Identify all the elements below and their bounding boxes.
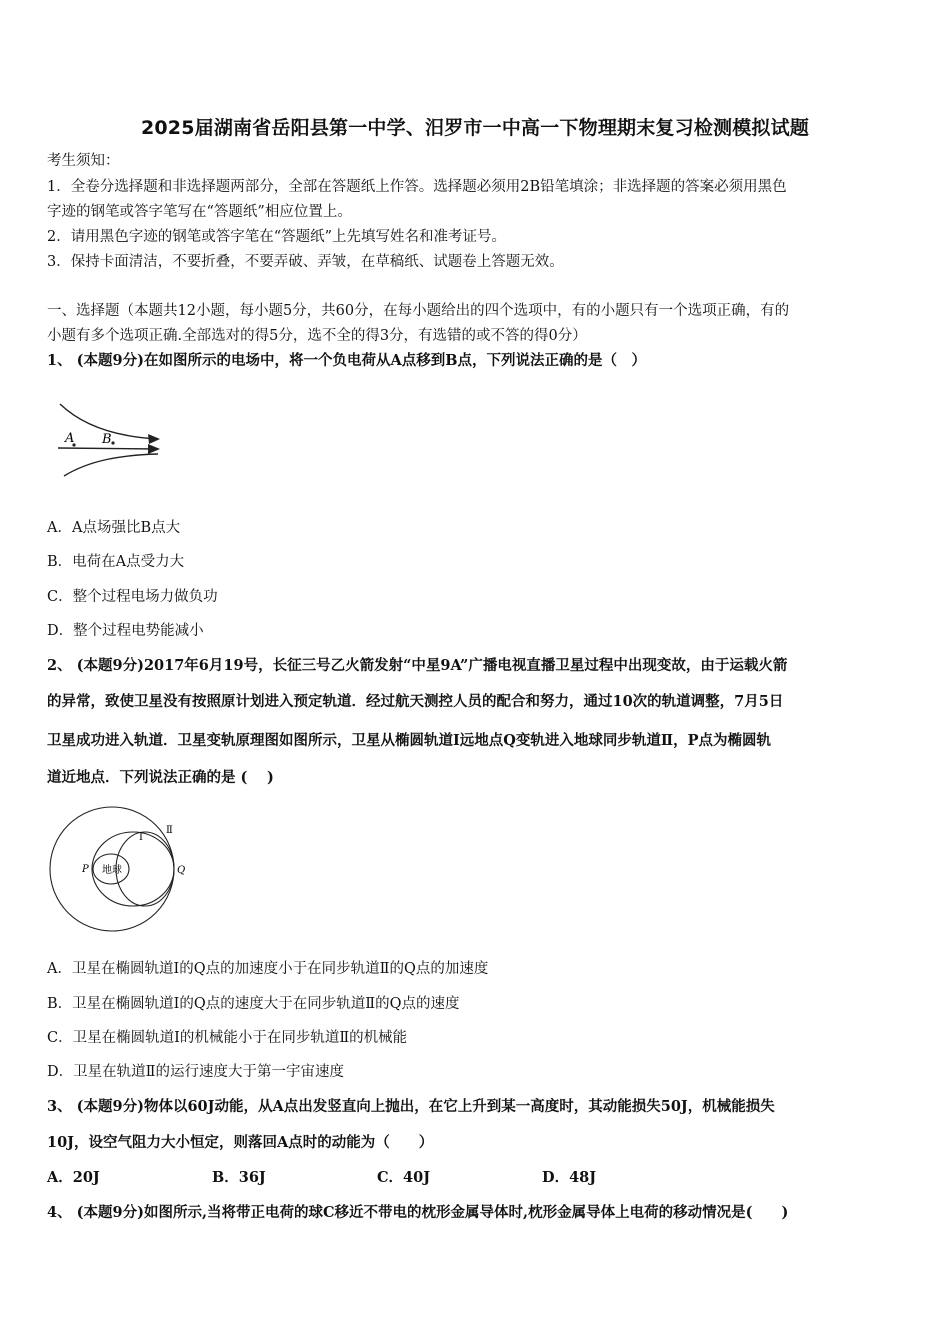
- notice-item: 2．请用黑色字迹的钢笔或答字笔在“答题纸”上先填写姓名和准考证号。: [47, 229, 507, 245]
- q2-option: C．卫星在椭圆轨道Ⅰ的机械能小于在同步轨道Ⅱ的机械能: [47, 1030, 408, 1046]
- q1-option: D．整个过程电势能减小: [47, 623, 204, 639]
- q2-option: D．卫星在轨道Ⅱ的运行速度大于第一宇宙速度: [47, 1064, 344, 1080]
- electric-field-figure: [50, 398, 175, 483]
- notice-item: 3．保持卡面清洁，不要折叠，不要弄破、弄皱，在草稿纸、试题卷上答题无效。: [47, 254, 564, 270]
- earth-label: 地球: [102, 865, 122, 876]
- q3-options-row: [47, 1168, 904, 1188]
- question-4-stem: 4、 (本题9分)如图所示,当将带正电荷的球C移近不带电的枕形金属导体时,枕形金属导体上电荷的移动情况是( ): [47, 1204, 789, 1221]
- q3-option: B．36J: [212, 1169, 266, 1186]
- page-title: 2025届湖南省岳阳县第一中学、汨罗市一中高一下物理期末复习检测模拟试题: [140, 117, 810, 139]
- point-a-label: A: [65, 431, 75, 446]
- question-2-stem: 道近地点．下列说法正确的是 ( ): [47, 769, 274, 786]
- q3-option: A．20J: [47, 1169, 100, 1186]
- orbit-2-label: Ⅱ: [166, 825, 173, 836]
- q3-option: C．40J: [377, 1169, 431, 1186]
- q2-option: A．卫星在椭圆轨道Ⅰ的Q点的加速度小于在同步轨道Ⅱ的Q点的加速度: [47, 961, 489, 977]
- section-instructions: 一、选择题（本题共12小题，每小题5分，共60分，在每小题给出的四个选项中，有的小题只有一个选项正确，有的: [47, 303, 790, 319]
- point-p-label: P: [82, 864, 89, 875]
- question-2-stem: 的异常，致使卫星没有按照原计划进入预定轨道．经过航天测控人员的配合和努力，通过10次的轨道调整，7月5日: [47, 693, 784, 710]
- question-2-stem: 2、 (本题9分)2017年6月19号，长征三号乙火箭发射“中星9A”广播电视直播卫星过程中出现变故，由于运载火箭: [47, 657, 788, 674]
- question-3-stem: 10J，设空气阻力大小恒定，则落回A点时的动能为（ ）: [47, 1134, 434, 1151]
- point-q-label: Q: [177, 865, 186, 876]
- question-1-stem: 1、 (本题9分)在如图所示的电场中，将一个负电荷从A点移到B点，下列说法正确的是（ ）: [47, 352, 646, 369]
- point-b-label: B: [102, 432, 112, 447]
- orbit-1-label: Ⅰ: [139, 832, 143, 843]
- notice-item: 字迹的钢笔或答字笔写在“答题纸”相应位置上。: [47, 204, 352, 220]
- q1-option: C．整个过程电场力做负功: [47, 589, 218, 605]
- question-2-stem: 卫星成功进入轨道．卫星变轨原理图如图所示，卫星从椭圆轨道Ⅰ远地点Q变轨进入地球同步轨道Ⅱ，P点为椭圆轨: [47, 732, 772, 749]
- question-3-stem: 3、 (本题9分)物体以60J动能，从A点出发竖直向上抛出，在它上升到某一高度时，其动能损失50J，机械能损失: [47, 1098, 775, 1115]
- q1-option: A．A点场强比B点大: [47, 520, 181, 536]
- notice-item: 1．全卷分选择题和非选择题两部分，全部在答题纸上作答。选择题必须用2B铅笔填涂；非选择题的答案必须用黑色: [47, 179, 787, 195]
- section-instructions: 小题有多个选项正确.全部选对的得5分，选不全的得3分，有选错的或不答的得0分）: [47, 328, 587, 344]
- q2-option: B．卫星在椭圆轨道Ⅰ的Q点的速度大于在同步轨道Ⅱ的Q点的速度: [47, 996, 460, 1012]
- orbit-figure: [45, 805, 195, 935]
- notice-heading: 考生须知：: [47, 153, 120, 169]
- q1-option: B．电荷在A点受力大: [47, 554, 185, 570]
- q3-option: D．48J: [542, 1169, 597, 1186]
